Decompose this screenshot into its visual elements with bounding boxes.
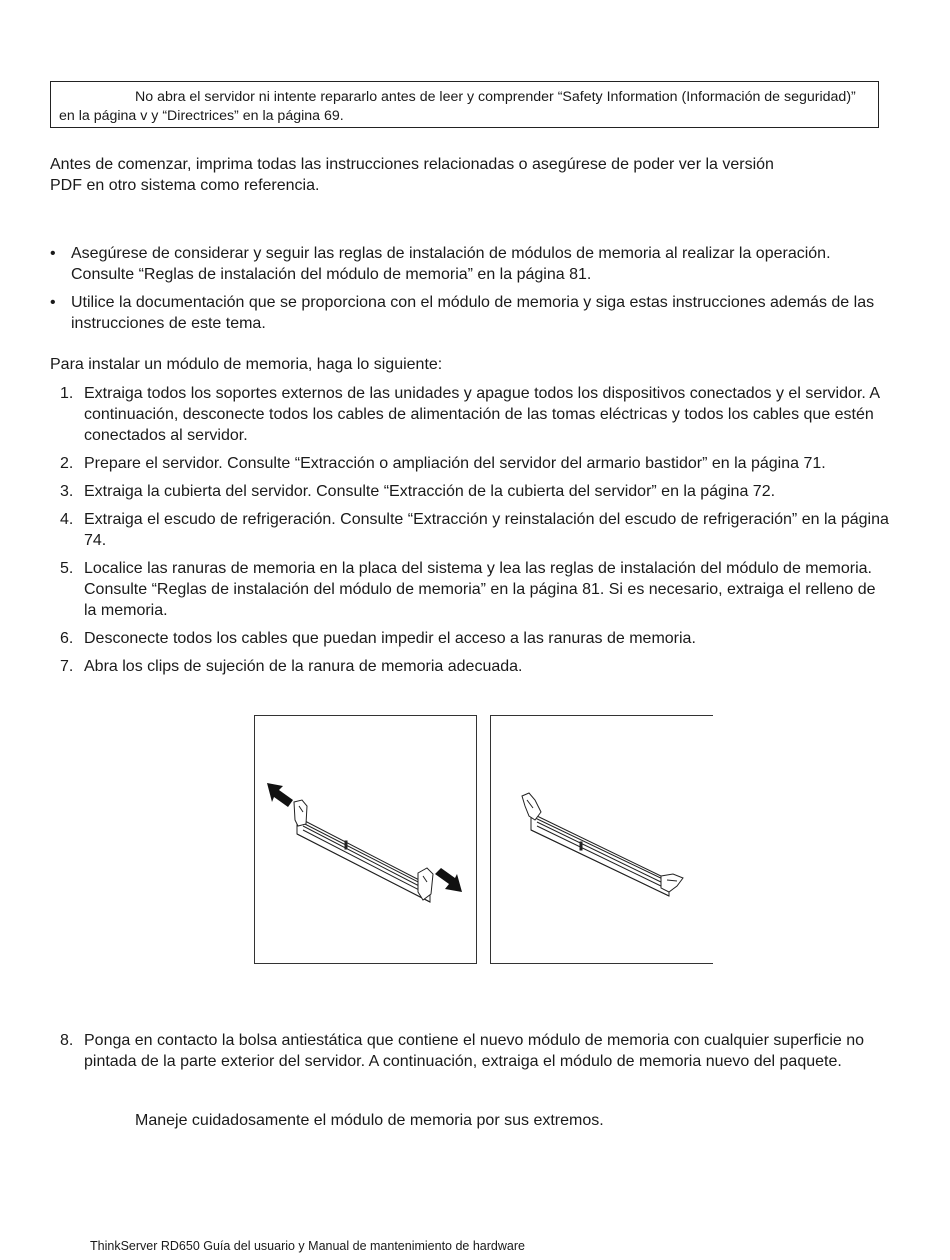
- memory-slot-opened-illustration: [491, 716, 714, 965]
- step-number: 7.: [60, 658, 74, 675]
- step-number: 6.: [60, 630, 74, 647]
- step-8: [60, 1030, 890, 1072]
- step-number: 5.: [60, 560, 74, 577]
- bullet-icon: •: [50, 294, 56, 311]
- requirements-list: [50, 243, 890, 341]
- intro-line-1: Antes de comenzar, imprima todas las instrucciones relacionadas o asegúrese de poder ver la versión: [50, 156, 774, 173]
- intro-line-2: PDF en otro sistema como referencia.: [50, 177, 320, 194]
- step-7: [60, 656, 890, 677]
- step-number: 8.: [60, 1032, 74, 1049]
- step-4: [60, 509, 890, 551]
- figure-clips-opened: [490, 715, 713, 964]
- step-1: [60, 383, 890, 446]
- step-number: 2.: [60, 455, 74, 472]
- intro-paragraph: [50, 154, 774, 196]
- step-5: [60, 558, 890, 621]
- left-arrow-icon: [267, 783, 293, 807]
- step-number: 1.: [60, 385, 74, 402]
- step-text: Prepare el servidor. Consulte “Extracción o ampliación del servidor del armario bastidor” en la página 71.: [84, 455, 826, 472]
- step-text: Abra los clips de sujeción de la ranura de memoria adecuada.: [84, 658, 523, 675]
- step-text: Localice las ranuras de memoria en la placa del sistema y lea las reglas de instalación del módulo de memoria. Consulte “Reglas de instalación del módulo de memoria” en la página 81. Si es necesario, extraiga el relleno de la memoria.: [84, 560, 876, 619]
- step-number: 3.: [60, 483, 74, 500]
- step-2: [60, 453, 890, 474]
- step-text: Ponga en contacto la bolsa antiestática que contiene el nuevo módulo de memoria con cualquier superficie no pintada de la parte exterior del servidor. A continuación, extraiga el módulo de memoria nuevo del paquete.: [84, 1032, 865, 1070]
- step-text: Extraiga todos los soportes externos de las unidades y apague todos los dispositivos conectados y el servidor. A continuación, desconecte todos los cables de alimentación de las tomas eléctricas y todos los cables que estén conectados al servidor.: [84, 385, 880, 444]
- right-arrow-icon: [435, 868, 462, 892]
- bullet-icon: •: [50, 245, 56, 262]
- procedure-steps-continued: [60, 1030, 890, 1079]
- step-text: Extraiga el escudo de refrigeración. Consulte “Extracción y reinstalación del escudo de refrigeración” en la página 74.: [84, 511, 889, 549]
- step-6: [60, 628, 890, 649]
- list-item: [50, 243, 890, 285]
- bullet-text: Asegúrese de considerar y seguir las reglas de instalación de módulos de memoria al realizar la operación. Consulte “Reglas de instalación del módulo de memoria” en la página 81.: [71, 245, 831, 283]
- step-text: Extraiga la cubierta del servidor. Consulte “Extracción de la cubierta del servidor” en la página 72.: [84, 483, 776, 500]
- list-item: [50, 292, 890, 334]
- bullet-text: Utilice la documentación que se proporciona con el módulo de memoria y siga estas instrucciones además de las instrucciones de este tema.: [71, 294, 875, 332]
- step-text: Desconecte todos los cables que puedan impedir el acceso a las ranuras de memoria.: [84, 630, 696, 647]
- memory-slot-open-illustration: [255, 716, 478, 965]
- figure-open-clips: [254, 715, 477, 964]
- procedure-steps: [60, 383, 890, 684]
- attention-notice-box: [50, 81, 879, 128]
- procedure-intro: Para instalar un módulo de memoria, haga lo siguiente:: [50, 356, 443, 373]
- step-3: [60, 481, 890, 502]
- notice-text: No abra el servidor ni intente repararlo antes de leer y comprender “Safety Information (Información de seguridad)” en la página v y “Directrices” en la página 69.: [59, 89, 856, 124]
- caution-text: Maneje cuidadosamente el módulo de memoria por sus extremos.: [135, 1112, 604, 1129]
- step-number: 4.: [60, 511, 74, 528]
- page-footer: ThinkServer RD650 Guía del usuario y Manual de mantenimiento de hardware: [90, 1239, 525, 1253]
